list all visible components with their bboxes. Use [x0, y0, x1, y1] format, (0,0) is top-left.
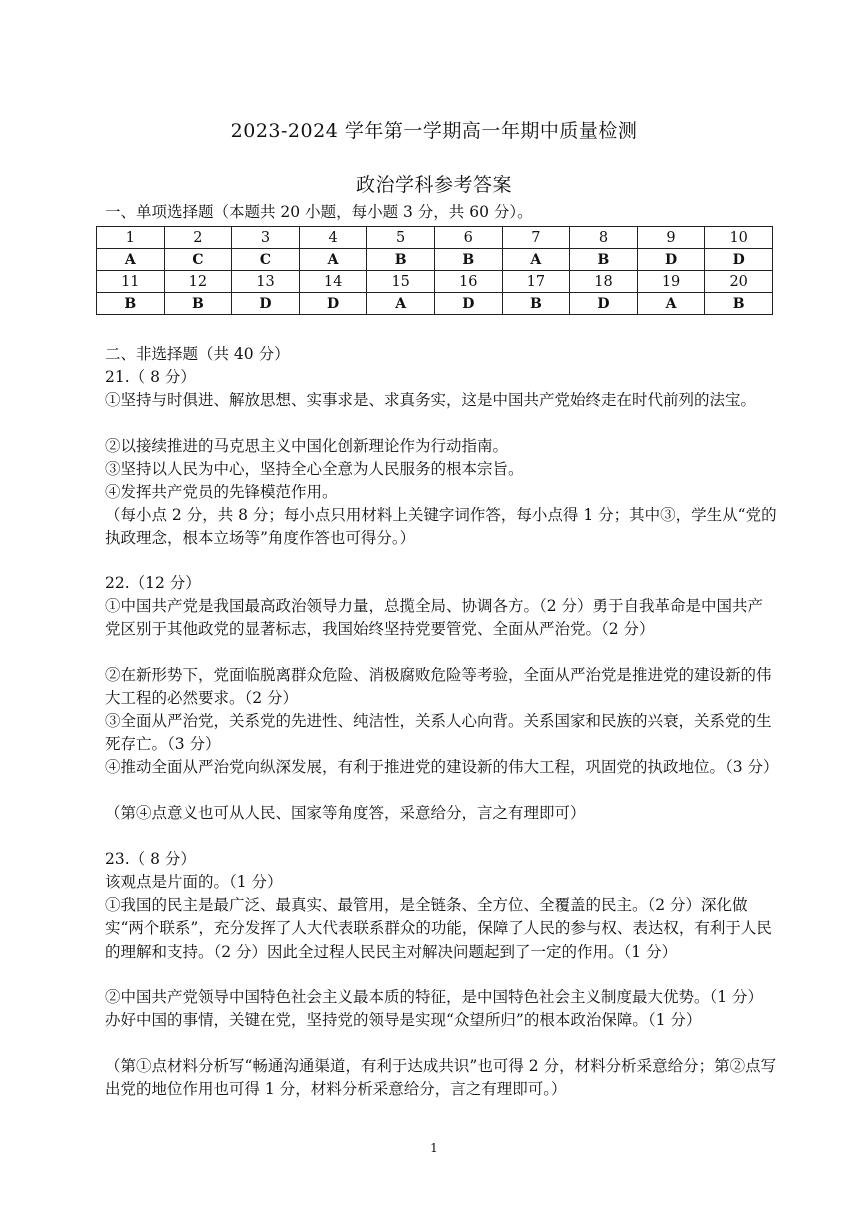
- table-cell: B: [570, 249, 638, 271]
- table-cell: 18: [570, 271, 638, 293]
- q22-point-3: ③全面从严治党，关系党的先进性、纯洁性，关系人心向背。关系国家和民族的兴衰，关系党的生死存亡。（3 分）: [105, 712, 772, 754]
- table-cell: 10: [705, 227, 773, 249]
- table-cell: B: [502, 293, 570, 315]
- table-cell: 19: [637, 271, 705, 293]
- q22-point-2: ②在新形势下，党面临脱离群众危险、消极腐败危险等考验，全面从严治党是推进党的建设新的伟大工程的必然要求。（2 分）: [105, 666, 772, 708]
- table-cell: B: [97, 293, 165, 315]
- q21-point-3: ③坚持以人民为中心，坚持全心全意为人民服务的根本宗旨。: [105, 460, 524, 478]
- q23-point-1: ①我国的民主是最广泛、最真实、最管用，是全链条、全方位、全覆盖的民主。（2 分）深化做实“两个联系”，充分发挥了人大代表联系群众的功能，保障了人民的参与权、表达权，有利于人民的理解和支持。（2 分）因此全过程人民民主对解决问题起到了一定的作用。（1 分）: [105, 896, 772, 961]
- table-cell: 16: [434, 271, 502, 293]
- table-cell: 12: [164, 271, 232, 293]
- q23-header: 23.（ 8 分）: [105, 850, 196, 868]
- q23-point-2: ②中国共产党领导中国特色社会主义最本质的特征，是中国特色社会主义制度最大优势。（1 分）办好中国的事情，关键在党，坚持党的领导是实现“众望所归”的根本政治保障。（1 分）: [105, 988, 764, 1030]
- table-cell: 20: [705, 271, 773, 293]
- table-cell: 4: [299, 227, 367, 249]
- table-cell: A: [97, 249, 165, 271]
- table-cell: 1: [97, 227, 165, 249]
- table-cell: 6: [434, 227, 502, 249]
- table-cell: D: [299, 293, 367, 315]
- table-cell: D: [434, 293, 502, 315]
- q23-judgement: 该观点是片面的。（1 分）: [105, 873, 283, 891]
- table-cell: B: [367, 249, 435, 271]
- q21-scoring-note: （每小点 2 分，共 8 分；每小点只用材料上关键字词作答，每小点得 1 分；其中③，学生从“党的执政理念，根本立场等”角度作答也可得分。）: [105, 506, 777, 548]
- q21-point-4: ④发挥共产党员的先锋模范作用。: [105, 483, 338, 501]
- table-cell: 11: [97, 271, 165, 293]
- answer-table: [96, 226, 773, 315]
- q21-header: 21.（ 8 分）: [105, 368, 196, 386]
- table-cell: 3: [232, 227, 300, 249]
- document-title: 2023-2024 学年第一学期高一年期中质量检测: [230, 120, 638, 142]
- q21-point-1: ①坚持与时俱进、解放思想、实事求是、求真务实，这是中国共产党始终走在时代前列的法宝。: [105, 391, 757, 409]
- table-cell: 15: [367, 271, 435, 293]
- section1-heading: 一、单项选择题（本题共 20 小题，每小题 3 分，共 60 分）。: [105, 203, 533, 221]
- table-row: [97, 271, 773, 293]
- table-cell: 7: [502, 227, 570, 249]
- table-row: [97, 227, 773, 249]
- table-cell: D: [705, 249, 773, 271]
- table-cell: A: [299, 249, 367, 271]
- table-cell: A: [367, 293, 435, 315]
- section2-heading: 二、非选择题（共 40 分）: [105, 345, 290, 363]
- table-cell: A: [637, 293, 705, 315]
- table-cell: D: [232, 293, 300, 315]
- table-cell: C: [164, 249, 232, 271]
- table-cell: 17: [502, 271, 570, 293]
- table-cell: 2: [164, 227, 232, 249]
- q22-point-1: ①中国共产党是我国最高政治领导力量，总揽全局、协调各方。（2 分）勇于自我革命是中国共产党区别于其他政党的显著标志，我国始终坚持党要管党、全面从严治党。（2 分）: [105, 597, 764, 639]
- table-cell: A: [502, 249, 570, 271]
- table-cell: 13: [232, 271, 300, 293]
- table-row: [97, 293, 773, 315]
- table-cell: 8: [570, 227, 638, 249]
- q22-scoring-note: （第④点意义也可从人民、国家等角度答，采意给分，言之有理即可）: [105, 804, 586, 822]
- table-cell: 14: [299, 271, 367, 293]
- table-cell: 9: [637, 227, 705, 249]
- table-cell: D: [637, 249, 705, 271]
- table-cell: C: [232, 249, 300, 271]
- q21-point-2: ②以接续推进的马克思主义中国化创新理论作为行动指南。: [105, 437, 509, 455]
- table-row: [97, 249, 773, 271]
- table-cell: B: [434, 249, 502, 271]
- page-number: 1: [430, 1141, 438, 1155]
- q22-point-4: ④推动全面从严治党向纵深发展，有利于推进党的建设新的伟大工程，巩固党的执政地位。（3 分）: [105, 758, 779, 776]
- q22-header: 22.（12 分）: [105, 574, 201, 592]
- table-cell: B: [705, 293, 773, 315]
- q23-scoring-note: （第①点材料分析写“畅通沟通渠道，有利于达成共识”也可得 2 分，材料分析采意给分；第②点写出党的地位作用也可得 1 分，材料分析采意给分，言之有理即可。）: [105, 1057, 777, 1099]
- table-cell: D: [570, 293, 638, 315]
- table-cell: 5: [367, 227, 435, 249]
- document-subtitle: 政治学科参考答案: [355, 174, 512, 196]
- table-cell: B: [164, 293, 232, 315]
